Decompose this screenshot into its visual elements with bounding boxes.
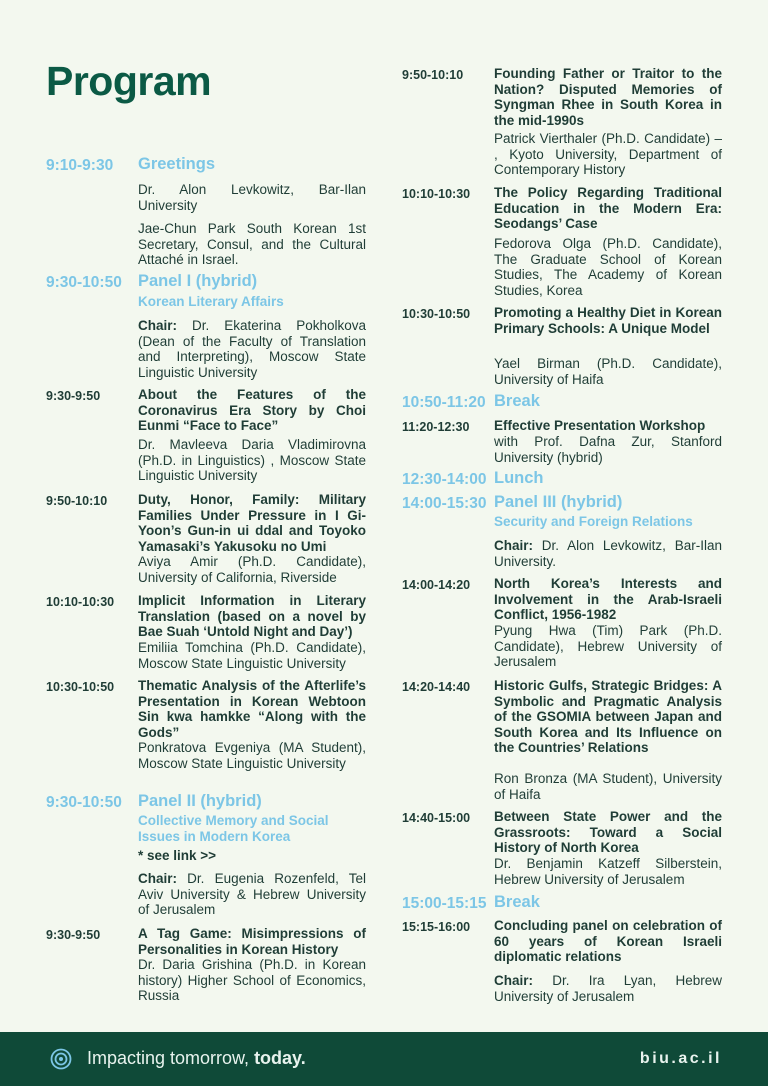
lunch-time: 12:30-14:00 <box>402 471 487 488</box>
talk9-time: 14:00-14:20 <box>402 578 471 592</box>
talk5-speaker: Dr. Daria Grishina (Ph.D. in Korean history) Higher School of Economics, Russia <box>138 957 366 1003</box>
talk8-time: 10:30-10:50 <box>402 307 471 321</box>
talk12-title: Concluding panel on celebration of 60 years of Korean Israeli diplomatic relations <box>494 918 722 964</box>
talk7-title: The Policy Regarding Traditional Education in the Modern Era: Seodangs’ Case <box>494 185 722 231</box>
tagline-bold: today. <box>254 1048 306 1068</box>
panel3-time: 14:00-15:30 <box>402 495 487 512</box>
panel1-subtitle: Korean Literary Affairs <box>138 294 284 309</box>
talk4-title: Thematic Analysis of the Afterlife’s Presentation in Korean Webtoon Sin kwa hamkke “Along with the Gods” <box>138 678 366 740</box>
chair-name: Dr. Alon Levkowitz, Bar-Ilan University. <box>494 538 722 569</box>
panel2-subtitle: Collective Memory and Social Issues in Modern Korea <box>138 813 329 844</box>
talk9-speaker: Pyung Hwa (Tim) Park (Ph.D. Candidate), Hebrew University of Jerusalem <box>494 623 722 669</box>
lunch-heading: Lunch <box>494 469 544 487</box>
target-logo-icon <box>50 1048 72 1070</box>
page-title: Program <box>46 58 212 104</box>
greetings-heading: Greetings <box>138 155 216 173</box>
talk8-speaker: Yael Birman (Ph.D. Candidate), University of Haifa <box>494 356 722 387</box>
workshop-title: Effective Presentation Workshop <box>494 418 706 433</box>
talk6-title: Founding Father or Traitor to the Nation? Disputed Memories of Syngman Rhee in South Korea in the mid-1990s <box>494 66 722 128</box>
talk12-time: 15:15-16:00 <box>402 920 471 934</box>
talk3-time: 10:10-10:30 <box>46 595 115 609</box>
chair-name: Dr. Ekaterina Pokholkova (Dean of the Faculty of Translation and Interpreting), Moscow State Linguistic University <box>138 318 366 380</box>
break2-time: 15:00-15:15 <box>402 895 487 912</box>
talk6-speaker: Patrick Vierthaler (Ph.D. Candidate) – , Kyoto University, Department of Contemporary History <box>494 131 722 177</box>
greetings-time: 9:10-9:30 <box>46 157 114 174</box>
talk7-speaker: Fedorova Olga (Ph.D. Candidate), The Graduate School of Korean Studies, The Academy of Korean Studies, Korea <box>494 236 722 298</box>
talk4-time: 10:30-10:50 <box>46 680 115 694</box>
chair-label: Chair: <box>494 538 534 553</box>
talk5-time: 9:30-9:50 <box>46 928 101 942</box>
panel1-heading: Panel I (hybrid) <box>138 272 258 290</box>
talk1-title: About the Features of the Coronavirus Era Story by Choi Eunmi “Face to Face” <box>138 387 366 433</box>
talk2-speaker: Aviya Amir (Ph.D. Candidate), University of California, Riverside <box>138 554 366 585</box>
break1-time: 10:50-11:20 <box>402 394 486 411</box>
talk2-title: Duty, Honor, Family: Military Families Under Pressure in I Gi-Yoon’s Gun-in ui ddal and Toyoko Yamasaki’s Yakusoku no Umi <box>138 492 366 554</box>
talk8-title: Promoting a Healthy Diet in Korean Primary Schools: A Unique Model <box>494 305 722 336</box>
chair-name: Dr. Ira Lyan, Hebrew University of Jerusalem <box>494 973 722 1004</box>
talk10-title: Historic Gulfs, Strategic Bridges: A Symbolic and Pragmatic Analysis of the GSOMIA between Japan and South Korea and Its Influence on the Countries’ Relations <box>494 678 722 755</box>
footer-tagline <box>87 1048 306 1069</box>
footer-url-link[interactable]: biu.ac.il <box>639 1050 722 1067</box>
greetings-speaker-1: Dr. Alon Levkowitz, Bar-Ilan University <box>138 182 366 213</box>
panel1-chair <box>138 318 366 380</box>
talk2-time: 9:50-10:10 <box>46 494 108 508</box>
footer-bar <box>0 1032 768 1086</box>
chair-label: Chair: <box>494 973 534 988</box>
talk7-time: 10:10-10:30 <box>402 187 471 201</box>
break1-heading: Break <box>494 392 540 410</box>
talk3-speaker: Emiliia Tomchina (Ph.D. Candidate), Moscow State Linguistic University <box>138 640 366 671</box>
greetings-speaker-2: Jae-Chun Park South Korean 1st Secretary, Consul, and the Cultural Attaché in Israel. <box>138 221 366 267</box>
talk1-speaker: Dr. Mavleeva Daria Vladimirovna (Ph.D. in Linguistics) , Moscow State Linguistic University <box>138 437 366 483</box>
panel2-time: 9:30-10:50 <box>46 794 122 811</box>
talk6-time: 9:50-10:10 <box>402 68 464 82</box>
talk5-title: A Tag Game: Misimpressions of Personalities in Korean History <box>138 926 366 957</box>
panel3-subtitle: Security and Foreign Relations <box>494 514 693 529</box>
talk12-chair <box>494 973 722 1004</box>
talk10-time: 14:20-14:40 <box>402 680 471 694</box>
break2-heading: Break <box>494 893 540 911</box>
tagline-regular: Impacting tomorrow, <box>87 1048 255 1068</box>
talk10-speaker: Ron Bronza (MA Student), University of Haifa <box>494 771 722 802</box>
chair-label: Chair: <box>138 871 178 886</box>
chair-label: Chair: <box>138 318 178 333</box>
panel2-chair <box>138 871 366 918</box>
panel2-see-link[interactable]: * see link >> <box>138 848 217 863</box>
workshop-time: 11:20-12:30 <box>402 420 470 434</box>
talk1-time: 9:30-9:50 <box>46 389 101 403</box>
chair-name: Dr. Eugenia Rozenfeld, Tel Aviv University & Hebrew University of Jerusalem <box>138 871 366 917</box>
talk11-title: Between State Power and the Grassroots: Toward a Social History of North Korea <box>494 809 722 855</box>
talk4-speaker: Ponkratova Evgeniya (MA Student), Moscow State Linguistic University <box>138 740 366 771</box>
talk9-title: North Korea’s Interests and Involvement in the Arab-Israeli Conflict, 1956-1982 <box>494 576 722 622</box>
talk11-speaker: Dr. Benjamin Katzeff Silberstein, Hebrew University of Jerusalem <box>494 856 722 887</box>
workshop-speaker: with Prof. Dafna Zur, Stanford University (hybrid) <box>494 434 722 465</box>
panel1-time: 9:30-10:50 <box>46 274 122 291</box>
panel3-chair <box>494 538 722 569</box>
talk3-title: Implicit Information in Literary Translation (based on a novel by Bae Suah ‘Untold Night and Day’) <box>138 593 366 639</box>
talk11-time: 14:40-15:00 <box>402 811 471 825</box>
panel3-heading: Panel III (hybrid) <box>494 493 623 511</box>
panel2-heading: Panel II (hybrid) <box>138 792 262 810</box>
